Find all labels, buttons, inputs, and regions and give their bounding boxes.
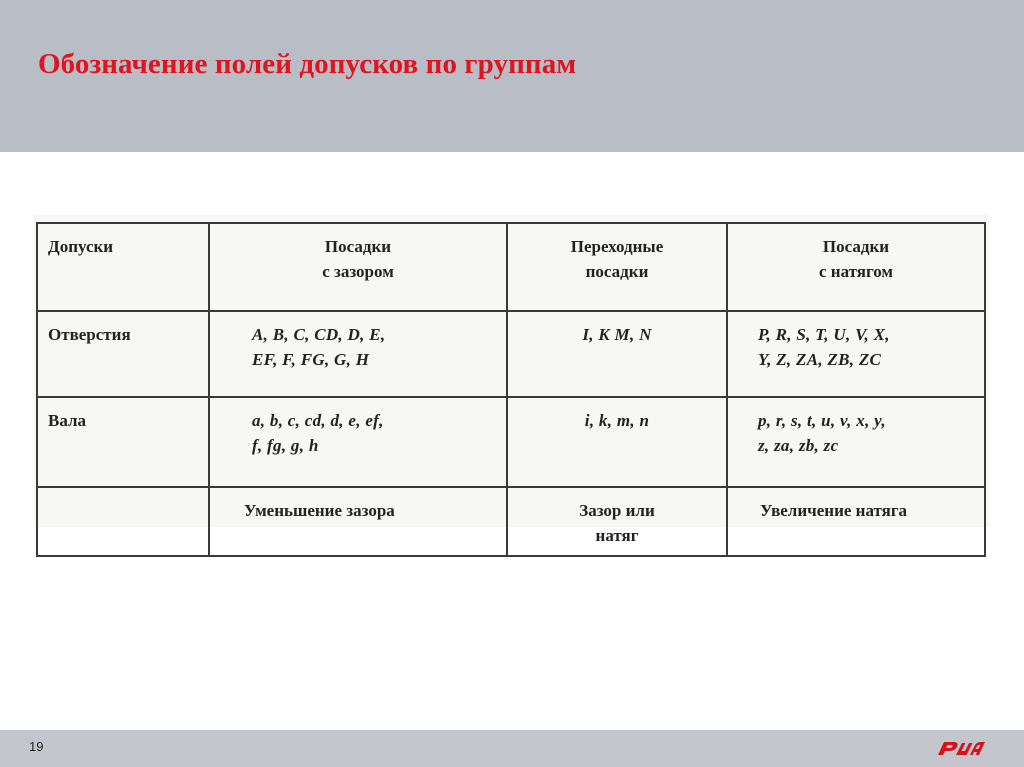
header-clearance-line-1: Посадки <box>324 237 392 256</box>
header-interference-line-1: Посадки <box>822 237 890 256</box>
holes-clearance-cell <box>209 311 507 397</box>
footer-transition-line-1: Зазор или <box>579 501 655 520</box>
shafts-transition-cell <box>507 397 727 487</box>
holes-transition-cell <box>507 311 727 397</box>
table-row-holes <box>37 311 985 397</box>
holes-clearance-line-1: A, B, C, CD, D, E, <box>252 325 386 344</box>
shafts-interference-cell <box>727 397 985 487</box>
table-header-row <box>37 223 985 311</box>
table-footer-row <box>37 487 985 556</box>
slide-title: Обозначение полей допусков по группам <box>38 48 577 80</box>
header-interference-cell <box>727 223 985 311</box>
tolerance-table <box>36 222 986 557</box>
footer-clearance: Уменьшение зазора <box>244 501 395 520</box>
holes-interference-cell <box>727 311 985 397</box>
header-clearance-line-2: с зазором <box>322 262 394 281</box>
slide-header <box>0 0 1024 152</box>
rzd-logo-icon <box>934 737 988 759</box>
header-transition-cell <box>507 223 727 311</box>
shafts-clearance-line-2: f, fg, g, h <box>252 436 319 455</box>
header-label-cell <box>37 223 209 311</box>
shafts-label: Вала <box>48 411 87 430</box>
holes-interference-line-1: P, R, S, T, U, V, X, <box>758 325 890 344</box>
shafts-clearance-line-1: a, b, c, cd, d, e, ef, <box>252 411 384 430</box>
slide-footer <box>0 730 1024 767</box>
footer-transition-line-2: натяг <box>595 526 639 545</box>
header-label: Допуски <box>48 237 114 256</box>
header-transition-line-1: Переходные <box>570 237 664 256</box>
shafts-label-cell <box>37 397 209 487</box>
shafts-clearance-cell <box>209 397 507 487</box>
holes-label: Отверстия <box>48 325 131 344</box>
footer-clearance-cell <box>209 487 507 556</box>
footer-transition-cell <box>507 487 727 556</box>
holes-label-cell <box>37 311 209 397</box>
header-transition-line-2: посадки <box>585 262 649 281</box>
page-number: 19 <box>29 739 44 754</box>
footer-label-cell <box>37 487 209 556</box>
shafts-interference-line-2: z, za, zb, zc <box>758 436 839 455</box>
header-clearance-cell <box>209 223 507 311</box>
holes-interference-line-2: Y, Z, ZA, ZB, ZC <box>758 350 882 369</box>
header-interference-line-2: с натягом <box>818 262 894 281</box>
table-row-shafts <box>37 397 985 487</box>
footer-interference-cell <box>727 487 985 556</box>
holes-clearance-line-2: EF, F, FG, G, H <box>252 350 370 369</box>
holes-transition-line-1: I, K M, N <box>582 325 652 344</box>
shafts-transition-line-1: i, k, m, n <box>584 411 650 430</box>
shafts-interference-line-1: p, r, s, t, u, v, x, y, <box>758 411 886 430</box>
footer-interference: Увеличение натяга <box>760 501 908 520</box>
